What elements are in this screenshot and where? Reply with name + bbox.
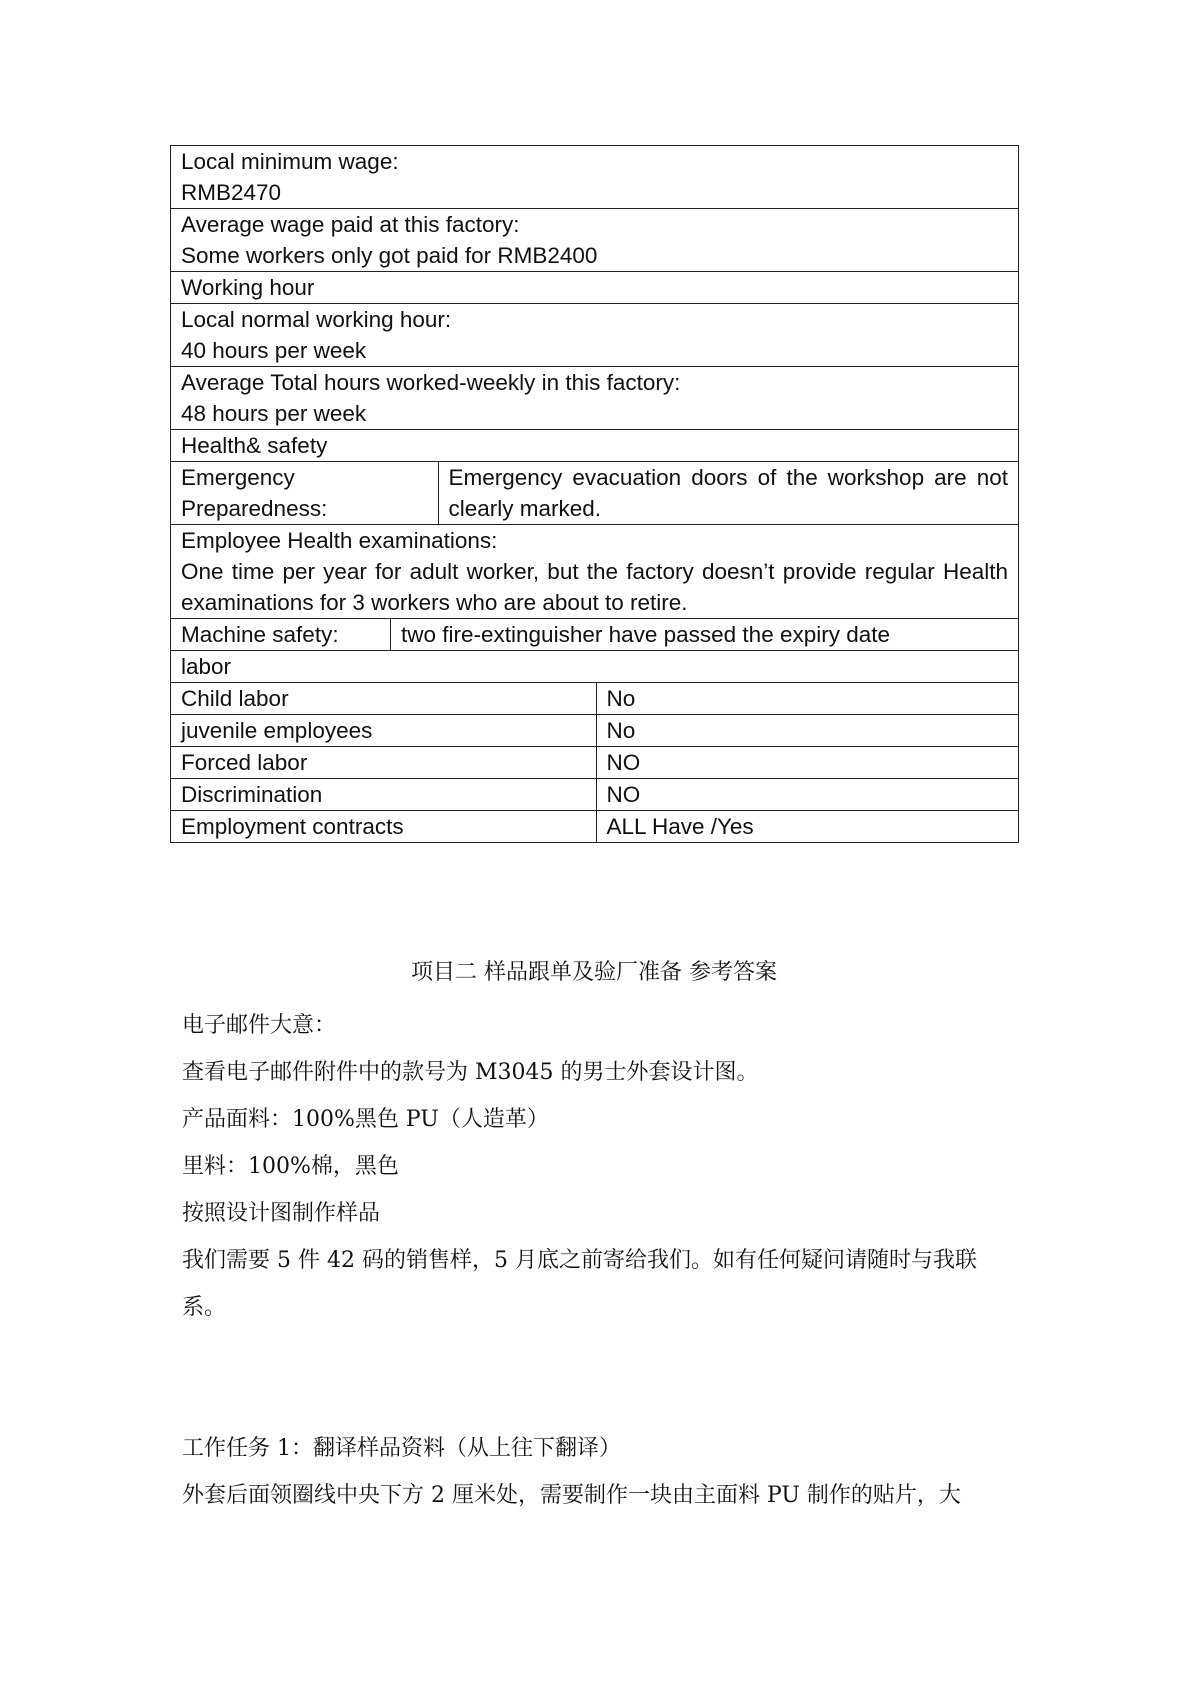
email-heading: 电子邮件大意： — [182, 1013, 337, 1038]
normal-hour-cell — [171, 304, 1019, 367]
task-section — [182, 1425, 1018, 1519]
table-row — [171, 747, 1019, 779]
labor-item: juvenile employees — [171, 715, 597, 747]
labor-value: NO — [596, 779, 1019, 811]
working-hour-header: Working hour — [171, 272, 1019, 304]
email-line: 里料：100%棉，黑色 — [182, 1154, 399, 1179]
machine-safety-label: Machine safety: — [171, 619, 391, 650]
table-row — [171, 779, 1019, 811]
health-safety-header: Health& safety — [171, 430, 1019, 462]
table-row — [171, 683, 1019, 715]
emergency-label: Emergency Preparedness: — [171, 462, 439, 525]
health-exam-label: Employee Health examinations: — [181, 528, 498, 553]
email-line: 按照设计图制作样品 — [182, 1201, 381, 1226]
email-line: 产品面料：100%黑色 PU（人造革） — [182, 1107, 549, 1132]
labor-item: Discrimination — [171, 779, 597, 811]
machine-safety-cell — [171, 619, 1019, 651]
avg-wage-cell — [171, 209, 1019, 272]
health-exam-cell — [171, 525, 1019, 619]
table-row — [171, 367, 1019, 430]
labor-item: Child labor — [171, 683, 597, 715]
table-row — [171, 715, 1019, 747]
task-heading: 工作任务 1：翻译样品资料（从上往下翻译） — [182, 1436, 621, 1461]
table-row — [171, 272, 1019, 304]
labor-value: No — [596, 683, 1019, 715]
task-line: 外套后面领圈线中央下方 2 厘米处，需要制作一块由主面料 PU 制作的贴片，大 — [182, 1483, 961, 1508]
avg-wage-label: Average wage paid at this factory: — [181, 212, 520, 237]
machine-safety-value: two fire-extinguisher have passed the expiry date — [401, 622, 891, 647]
table-row — [171, 146, 1019, 209]
avg-wage-value: Some workers only got paid for RMB2400 — [181, 243, 598, 268]
audit-table — [170, 145, 1019, 843]
normal-hour-label: Local normal working hour: — [181, 307, 452, 332]
table-row — [171, 619, 1019, 651]
total-hour-value: 48 hours per week — [181, 401, 367, 426]
table-row — [171, 304, 1019, 367]
email-summary — [182, 1002, 1018, 1331]
labor-value: ALL Have /Yes — [596, 811, 1019, 843]
table-row — [171, 525, 1019, 619]
labor-item: Forced labor — [171, 747, 597, 779]
normal-hour-value: 40 hours per week — [181, 338, 367, 363]
table-row — [171, 651, 1019, 683]
labor-value: No — [596, 715, 1019, 747]
total-hour-cell — [171, 367, 1019, 430]
labor-item: Employment contracts — [171, 811, 597, 843]
section-title: 项目二 样品跟单及验厂准备 参考答案 — [411, 960, 777, 985]
email-line: 查看电子邮件附件中的款号为 M3045 的男士外套设计图。 — [182, 1060, 759, 1085]
labor-value: NO — [596, 747, 1019, 779]
table-row — [171, 462, 1019, 525]
min-wage-label: Local minimum wage: — [181, 149, 399, 174]
emergency-value: Emergency evacuation doors of the workshop are not clearly marked. — [438, 462, 1019, 525]
health-exam-value: One time per year for adult worker, but the factory doesn’t provide regular Health examinations for 3 workers who are about to retire. — [181, 559, 1009, 615]
table-row — [171, 430, 1019, 462]
min-wage-value: RMB2470 — [181, 180, 282, 205]
total-hour-label: Average Total hours worked-weekly in this factory: — [181, 370, 681, 395]
labor-header: labor — [171, 651, 1019, 683]
email-line: 我们需要 5 件 42 码的销售样，5 月底之前寄给我们。如有任何疑问请随时与我联系。 — [182, 1248, 977, 1320]
table-row — [171, 209, 1019, 272]
table-row — [171, 811, 1019, 843]
min-wage-cell — [171, 146, 1019, 209]
